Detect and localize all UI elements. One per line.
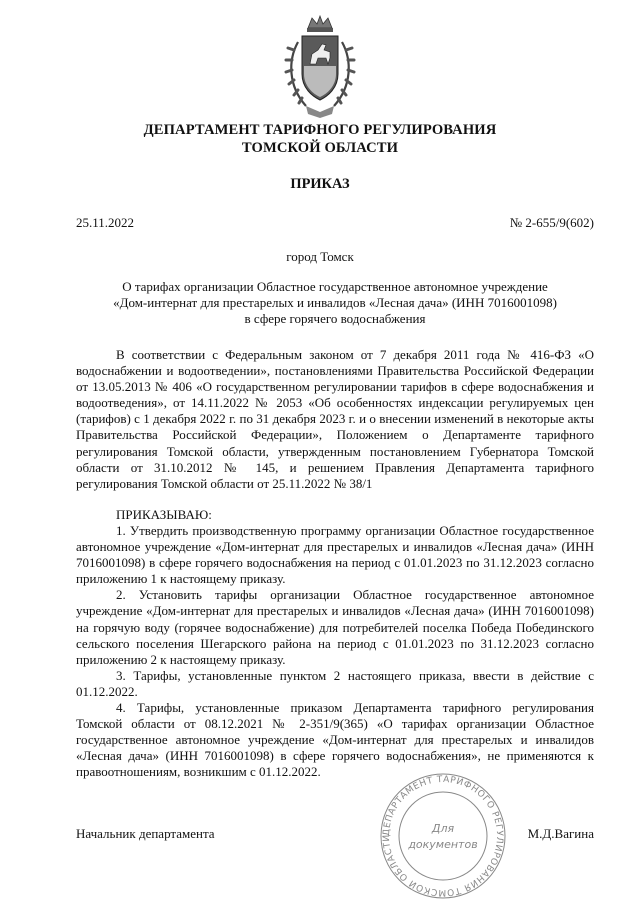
stamp-center-line2: документов	[408, 838, 478, 851]
order-body	[76, 347, 594, 780]
order-item: 1. Утвердить производственную программу организации Областное государственное автономное учреждение «Дом-интернат для престарелых и инвалидов «Лесная дача» (ИНН 7016001098) в сфере горячего водоснабжения на период с 01.01.2023 по 31.12.2023 согласно приложению 1 к настоящему приказу.	[76, 522, 594, 587]
order-number: № 2-655/9(602)	[509, 215, 594, 230]
command-heading: ПРИКАЗЫВАЮ:	[116, 506, 212, 522]
order-item: 2. Установить тарифы организации Областное государственное автономное учреждение «Дом-интернат для престарелых и инвалидов «Лесная дача» (ИНН 7016001098) на горячую воду (горячее водоснабжение) для потребителей поселка Победа Побединского сельского поселения Шегарского района на период с 01.01.2023 по 31.12.2023 согласно приложению 2 к настоящему приказу.	[76, 587, 594, 667]
tomsk-coat-of-arms-icon	[284, 14, 356, 118]
official-stamp-icon	[368, 772, 518, 900]
department-name-line2: ТОМСКОЙ ОБЛАСТИ	[241, 140, 399, 156]
title-line: О тарифах организации Областное государственное автономное учреждение	[122, 279, 548, 294]
svg-text:ДЕПАРТАМЕНТ ТАРИФНОГО РЕГУЛИРО	[382, 775, 504, 897]
city: город Томск	[286, 249, 354, 264]
preamble-paragraph: В соответствии с Федеральным законом от 7 декабря 2011 года № 416-ФЗ «О водоснабжении и водоотведении», постановлениями Правительства Российской Федерации от 13.05.2013 № 406 «О государственном регулировании тарифов в сфере водоснабжения и водоотведения», от 14.11.2022 № 2053 «Об особенностях индексации регулируемых цен (тарифов) с 1 декабря 2022 г. по 31 декабря 2023 г. и о внесении изменений в некоторые акты Правительства Российской Федерации», Положением о Департаменте тарифного регулирования Томской области, утвержденным постановлением Губернатора Томской области от 31.10.2012 № 145, и решением Правления Департамента тарифного регулирования Томской области от 25.11.2022 № 38/1	[76, 347, 594, 491]
order-date: 25.11.2022	[76, 215, 135, 230]
document-type: ПРИКАЗ	[290, 176, 350, 192]
title-line: в сфере горячего водоснабжения	[244, 311, 426, 326]
department-name-line1: ДЕПАРТАМЕНТ ТАРИФНОГО РЕГУЛИРОВАНИЯ	[143, 122, 497, 138]
signatory-name: М.Д.Вагина	[527, 826, 594, 841]
signatory-role: Начальник департамента	[76, 826, 215, 841]
order-item: 4. Тарифы, установленные приказом Департамента тарифного регулирования Томской области от 08.12.2021 № 2-351/9(365) «О тарифах организации Областное государственное автономное учреждение «Дом-интернат для престарелых и инвалидов «Лесная дача» (ИНН 7016001098) в сфере горячего водоснабжения», не применяются к правоотношениям, возникшим с 01.12.2022.	[76, 699, 594, 780]
order-item: 3. Тарифы, установленные пунктом 2 настоящего приказа, ввести в действие с 01.12.2022.	[76, 667, 594, 699]
title-line: «Дом-интернат для престарелых и инвалидов «Лесная дача» (ИНН 7016001098)	[113, 295, 557, 310]
stamp-ring-text: ДЕПАРТАМЕНТ ТАРИФНОГО РЕГУЛИРОВАНИЯ ТОМСКОЙ ОБЛАСТИ	[381, 774, 505, 898]
order-title	[76, 279, 594, 327]
stamp-center-line1: Для	[431, 822, 455, 835]
